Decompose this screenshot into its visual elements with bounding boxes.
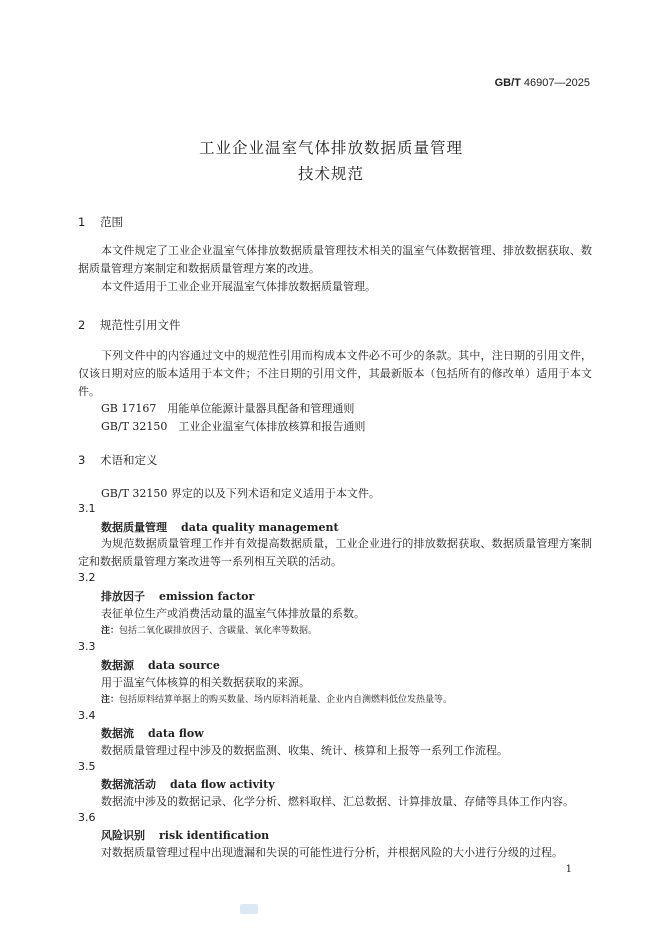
term-number: 3.2 [78, 571, 96, 584]
term-name-en: emission factor [159, 590, 255, 603]
section-2-number: 2 [78, 318, 86, 332]
term-note-text: 包括原料结算单据上的购买数量、场内原料消耗量、企业内自测燃料低位发热量等。 [119, 695, 453, 705]
term-name-zh: 数据流 [101, 727, 134, 740]
term-heading [101, 827, 269, 843]
standard-code-prefix: GB/T [494, 77, 521, 89]
term-definition: 为规范数据质量管理工作并有效提高数据质量，工业企业进行的排放数据获取、数据质量管理方案制定和数据质量管理方案改进等一系列相互关联的活动。 [78, 537, 592, 568]
term-note [101, 692, 452, 705]
reference-gb-t-32150: GB/T 32150 工业企业温室气体排放核算和报告通则 [101, 420, 366, 433]
term-name-en: data quality management [181, 521, 339, 534]
term-heading [101, 588, 254, 604]
term-definition: 数据流中涉及的数据记录、化学分析、燃料取样、汇总数据、计算排放量、存储等具体工作内容。 [101, 795, 574, 808]
section-1-heading [78, 214, 123, 230]
term-definition: 对数据质量管理过程中出现遗漏和失误的可能性进行分析，并根据风险的大小进行分级的过程。 [101, 846, 563, 859]
page-number: 1 [565, 864, 572, 875]
section-3-title: 术语和定义 [100, 453, 158, 467]
term-name-zh: 排放因子 [101, 590, 145, 603]
section-2-paragraph: 下列文件中的内容通过文中的规范性引用而构成本文件必不可少的条款。其中，注日期的引用文件，仅该日期对应的版本适用于本文件；不注日期的引用文件，其最新版本（包括所有的修改单）适用于本文件。 [78, 349, 592, 398]
term-note-label: 注： [101, 695, 120, 705]
term-note [101, 623, 317, 636]
term-name-zh: 数据源 [101, 659, 134, 672]
section-1-paragraph-1: 本文件规定了工业企业温室气体排放数据质量管理技术相关的温室气体数据管理、排放数据获取、数据质量管理方案制定和数据质量管理方案的改进。 [78, 244, 592, 275]
section-2-title: 规范性引用文件 [100, 318, 181, 332]
term-number: 3.1 [78, 502, 96, 515]
term-definition: 用于温室气体核算的相关数据获取的来源。 [101, 676, 310, 689]
term-definition: 数据质量管理过程中涉及的数据监测、收集、统计、核算和上报等一系列工作流程。 [101, 744, 508, 757]
term-name-en: data flow [148, 727, 204, 740]
section-2-heading [78, 317, 181, 333]
term-note-text: 包括二氧化碳排放因子、含碳量、氧化率等数据。 [119, 626, 318, 636]
section-1-paragraph-2: 本文件适用于工业企业开展温室气体排放数据质量管理。 [101, 280, 376, 293]
term-number: 3.4 [78, 709, 96, 722]
term-heading [101, 519, 339, 535]
term-number: 3.6 [78, 811, 96, 824]
watermark-mark [240, 904, 258, 914]
term-name-en: risk identification [159, 829, 270, 842]
term-name-en: data flow activity [170, 778, 275, 791]
term-name-en: data source [148, 659, 220, 672]
section-1-number: 1 [78, 215, 86, 229]
document-title: 工业企业温室气体排放数据质量管理 [198, 139, 463, 157]
term-number: 3.3 [78, 640, 96, 653]
standard-code [495, 77, 590, 89]
section-3-heading [78, 452, 158, 468]
term-definition: 表征单位生产或消费活动量的温室气体排放量的系数。 [101, 607, 365, 620]
term-name-zh: 数据流活动 [101, 778, 156, 791]
reference-gb-17167: GB 17167 用能单位能源计量器具配备和管理通则 [101, 402, 355, 415]
term-number: 3.5 [78, 760, 96, 773]
term-name-zh: 数据质量管理 [101, 521, 167, 534]
document-subtitle: 技术规范 [297, 165, 364, 183]
standard-code-number: 46907—2025 [520, 77, 590, 89]
term-note-label: 注： [101, 626, 120, 636]
section-3-number: 3 [78, 453, 86, 467]
section-1-title: 范围 [100, 215, 123, 229]
term-heading [101, 657, 220, 673]
term-name-zh: 风险识别 [101, 829, 145, 842]
term-heading [101, 725, 204, 741]
term-heading [101, 776, 275, 792]
section-3-intro: GB/T 32150 界定的以及下列术语和定义适用于本文件。 [101, 487, 380, 500]
